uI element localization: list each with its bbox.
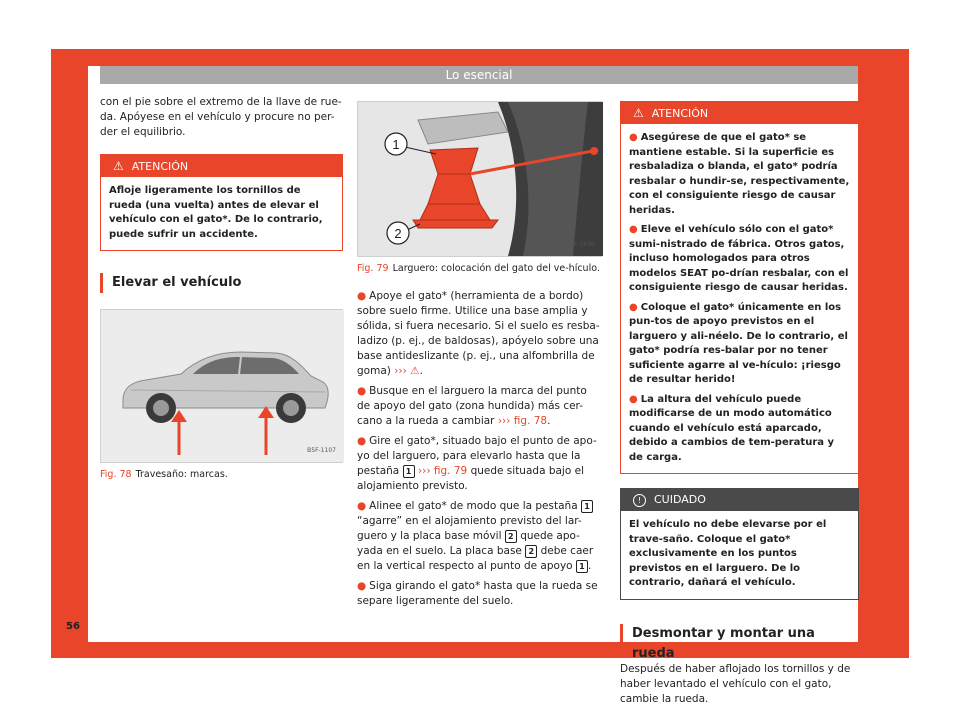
figure-label: Fig. 79 [357, 263, 389, 274]
callout-2: 2 [394, 226, 402, 241]
figure-ref-link[interactable]: fig. 78 [513, 415, 548, 427]
bullet-icon: ● [629, 393, 638, 405]
section-title-rueda: Desmontar y montar una rueda [620, 624, 859, 644]
callout-number: 2 [525, 545, 537, 558]
warning-item-text: Asegúrese de que el gato* se mantiene estable. Si la superficie es resbaladiza o blanda, el gato* podría resbalar o hundir-se, respectivamente, con el consiguiente riesgo de causar heridas. [629, 132, 850, 216]
figure-79-caption [357, 262, 602, 275]
figure-78-caption [100, 468, 343, 481]
page-header: Lo esencial [100, 66, 858, 84]
warning-item-text: Eleve el vehículo sólo con el gato* sumi-nistrado de fábrica. Otros gatos, incluso homologados para otros modelos SEAT po-drían resbalar, con el consiguiente riesgo de causar heridas. [629, 224, 849, 293]
caution-text: El vehículo no debe elevarse por el trave-saño. Coloque el gato* exclusivamente en los puntos previstos en el larguero. De lo contrario, dañará el vehículo. [629, 519, 827, 588]
step-text: Alinee el gato* de modo que la pestaña [369, 500, 578, 512]
figure-78 [100, 309, 343, 463]
step-text: Gire el gato*, situado bajo el punto de apo-yo del larguero, para elevarlo hasta que la pestaña [357, 435, 597, 477]
bullet-icon: ● [357, 580, 367, 592]
column-2 [357, 95, 602, 609]
caution-title: CUIDADO [654, 493, 706, 506]
step-text: Busque en el larguero la marca del punto de apoyo del gato (zona hundida) más cer-cano a la rueda a cambiar [357, 385, 587, 427]
warning-item [629, 301, 850, 388]
warning-text: Afloje ligeramente los tornillos de rueda (una vuelta) antes de elevar el vehículo con el gato*. De lo contrario, puede sufrir un accidente. [109, 185, 323, 240]
warning-box [620, 101, 859, 474]
bullet-icon: ● [357, 385, 367, 397]
step-text: quede apo-yada en el suelo. La placa base [357, 530, 580, 557]
figure-ref-link[interactable]: fig. 79 [433, 465, 468, 477]
warning-header [621, 102, 858, 124]
page-number: 56 [66, 621, 80, 632]
warning-title: ATENCIÓN [131, 160, 189, 173]
warning-header [101, 155, 342, 177]
step-4: ● Alinee el gato* de modo que la pestaña 1 “agarre” en el alojamiento previsto del lar-guero y la placa base móvil 2 quede apo-yada en el suelo. La placa base 2 debe caer en la vertical respecto al punto de apoyo 1 . [357, 500, 594, 572]
warning-icon: ⚠ [633, 106, 644, 120]
callout-number: 1 [576, 560, 588, 573]
bullet-icon: ● [629, 132, 638, 143]
caution-header [621, 489, 858, 511]
column-3 [620, 95, 859, 707]
arrows-ref: ››› [497, 415, 511, 427]
warning-item [629, 131, 850, 218]
step-text: quede situada bajo el alojamiento previsto. [357, 465, 584, 492]
callout-1: 1 [392, 137, 400, 152]
step-text: “agarre” en el alojamiento previsto del lar-guero y la placa base móvil [357, 515, 582, 542]
caution-box [620, 488, 859, 600]
step-2: ● Busque en el larguero la marca del punto de apoyo del gato (zona hundida) más cer-cano a la rueda a cambiar ››› fig. 78. [357, 385, 587, 427]
figure-code: B5F-1030 [566, 241, 595, 248]
callout-number: 1 [581, 500, 593, 513]
bullet-icon: ● [357, 290, 367, 302]
step-3 [357, 434, 602, 494]
warning-title: ATENCIÓN [651, 107, 709, 120]
column-1 [100, 95, 343, 481]
callout-number: 1 [403, 465, 415, 478]
intro-text: con el pie sobre el extremo de la llave de rue-da. Apóyese en el vehículo y procure no per-der el equilibrio. [100, 96, 342, 138]
warning-item-text: Coloque el gato* únicamente en los pun-tos de apoyo previstos en el larguero y ali-néelo. De lo contrario, el gato* podría res-balar por no tener suficiente agarre al ve-hículo: ¡riesgo de resultar herido! [629, 301, 848, 385]
warning-item [629, 223, 850, 296]
bullet-icon: ● [629, 301, 638, 313]
car-side-illustration [101, 310, 344, 462]
warning-icon: ⚠ [113, 159, 124, 173]
body-text: Después de haber aflojado los tornillos y de haber levantado el vehículo con el gato, cambie la rueda. [620, 662, 851, 705]
warning-item-text: La altura del vehículo puede modificarse de un modo automático cuando el vehículo está aparcado, debido a cambios de tem-peratura y de carga. [629, 393, 835, 463]
bullet-icon: ● [357, 500, 367, 512]
warning-box [100, 154, 343, 251]
step-text: Siga girando el gato* hasta que la rueda se separe ligeramente del suelo. [357, 580, 598, 607]
step-text: Apoye el gato* (herramienta de a bordo) sobre suelo firme. Utilice una base amplia y sólida, si fuera necesario. Si el suelo es resba-ladizo (p. ej., de baldosas), apóyelo sobre una base antideslizante (p. ej., una alfombrilla de goma) [357, 290, 600, 377]
info-circle-icon: ! [633, 494, 646, 507]
callout-number: 2 [505, 530, 517, 543]
step-text: debe caer en la vertical respecto al punto de apoyo [357, 545, 594, 572]
step-1: ● Apoye el gato* (herramienta de a bordo) sobre suelo firme. Utilice una base amplia y sólida, si fuera necesario. Si el suelo es resba-ladizo (p. ej., de baldosas), apóyelo sobre una base antideslizante (p. ej., una alfombrilla de goma) ››› ⚠. [357, 290, 600, 377]
figure-79 [357, 101, 602, 257]
figure-code: B5F-1107 [307, 447, 336, 454]
warning-body [621, 124, 858, 473]
arrows-ref: ››› [417, 465, 431, 477]
arrows-ref: ››› [394, 365, 407, 377]
jack-illustration [358, 102, 603, 256]
warning-item [629, 393, 850, 466]
section-title-elevar: Elevar el vehículo [100, 273, 343, 293]
step-5 [357, 579, 602, 609]
figure-label: Fig. 78 [100, 469, 132, 480]
bullet-icon: ● [357, 435, 367, 447]
bullet-icon: ● [629, 224, 638, 235]
figure-caption-text: Travesaño: marcas. [135, 469, 228, 480]
figure-caption-text: Larguero: colocación del gato del ve-hículo. [392, 263, 600, 274]
warning-icon: ⚠ [410, 365, 420, 377]
